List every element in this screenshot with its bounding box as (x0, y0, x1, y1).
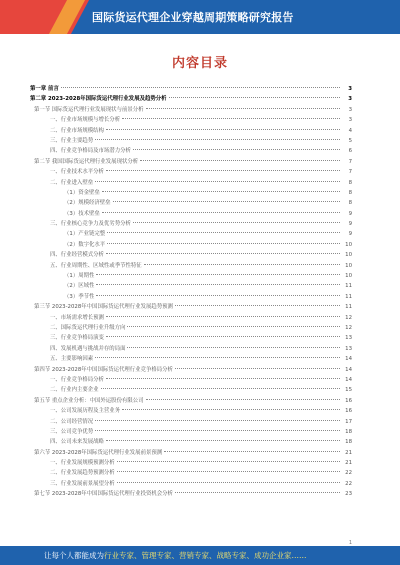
toc-leader-dots (95, 139, 340, 140)
toc-leader-dots (61, 87, 340, 88)
toc-entry[interactable] (30, 250, 352, 260)
toc-entry[interactable] (30, 333, 352, 343)
toc-entry[interactable] (30, 365, 352, 375)
toc-entry-page: 3 (348, 96, 352, 103)
toc-leader-dots (102, 212, 340, 213)
toc-leader-dots (127, 326, 340, 327)
toc-entry[interactable] (30, 406, 352, 416)
toc-entry-page: 3 (348, 86, 352, 92)
toc-entry-text: 一、市场需求增长预测 (50, 314, 104, 321)
toc-entry-page: 13 (345, 345, 352, 352)
toc-entry-page: 13 (345, 335, 352, 342)
toc-entry[interactable] (30, 105, 352, 115)
toc-entry-page: 7 (348, 169, 352, 176)
toc-entry[interactable] (30, 198, 352, 208)
toc-entry[interactable] (30, 157, 352, 167)
toc-entry[interactable] (30, 458, 352, 468)
toc-leader-dots (106, 170, 340, 171)
toc-entry-page: 10 (345, 273, 352, 280)
toc-entry-text: 三、行业发展前景展望分析 (50, 480, 115, 487)
toc-entry[interactable] (30, 292, 352, 302)
toc-entry-page: 18 (345, 439, 352, 446)
toc-entry[interactable] (30, 375, 352, 385)
toc-entry-page: 10 (345, 252, 352, 259)
toc-leader-dots (106, 253, 340, 254)
toc-entry-text: （3）季节性 (64, 293, 95, 300)
toc-entry-text: 第七节 2023-2028年中国国际货运代理行业投资机会分析 (34, 491, 173, 498)
toc-entry[interactable] (30, 167, 352, 177)
toc-entry-text: （2）数字化水平 (64, 241, 106, 248)
toc-leader-dots (146, 108, 340, 109)
toc-entry[interactable] (30, 479, 352, 489)
toc-entry[interactable] (30, 240, 352, 250)
toc-entry-text: 五、主要影响因素 (50, 356, 94, 363)
toc-entry-page: 14 (345, 366, 352, 373)
toc-entry[interactable] (30, 396, 352, 406)
toc-entry[interactable] (30, 178, 352, 188)
toc-leader-dots (117, 461, 340, 462)
toc-entry[interactable] (30, 146, 352, 156)
toc-entry[interactable] (30, 385, 352, 395)
toc-leader-dots (95, 357, 340, 358)
footer-slogan-accent: 行业专家、管理专家、营销专家、战略专家、成功企业家…… (104, 551, 307, 560)
toc-entry-page: 10 (345, 262, 352, 269)
toc-leader-dots (107, 243, 340, 244)
toc-entry-page: 11 (345, 293, 352, 300)
toc-entry-text: 一、行业竞争格局分析 (50, 376, 104, 383)
toc-entry[interactable] (30, 219, 352, 229)
toc-leader-dots (169, 97, 340, 98)
toc-entry-text: 第六节 2023-2028年国际货运代理行业发展前景预测 (34, 449, 163, 456)
toc-entry[interactable] (30, 344, 352, 354)
toc-entry-text: （3）技术壁垒 (64, 210, 100, 217)
toc-entry-text: 二、行业内主要企业 (50, 387, 99, 394)
toc-leader-dots (106, 336, 340, 337)
toc-entry-page: 16 (345, 397, 352, 404)
toc-entry-text: 四、行业经营模式分析 (50, 252, 104, 259)
toc-entry-page: 15 (345, 387, 352, 394)
page-number: 1 (348, 540, 352, 546)
toc-entry[interactable] (30, 489, 352, 499)
toc-entry[interactable] (30, 417, 352, 427)
toc-entry-page: 9 (348, 221, 352, 228)
toc-leader-dots (101, 388, 340, 389)
toc-entry-text: 第一节 国际货运代理行业发展现状与前景分析 (34, 106, 144, 113)
toc-entry-page: 8 (348, 179, 352, 186)
toc-entry[interactable] (30, 448, 352, 458)
toc-entry[interactable] (30, 209, 352, 219)
toc-leader-dots (106, 440, 340, 441)
toc-entry-page: 10 (345, 241, 352, 248)
toc-leader-dots (164, 451, 340, 452)
toc-leader-dots (96, 274, 340, 275)
toc-heading: 内容目录 (171, 56, 228, 71)
toc-entry-page: 11 (345, 283, 352, 290)
footer-bar (0, 546, 400, 565)
footer-slogan-lead: 让每个人都能成为 (44, 551, 104, 560)
toc-entry-text: 第二节 我国国际货运代理行业发展现状分析 (34, 158, 139, 165)
toc-leader-dots (122, 409, 340, 410)
toc-entry-text: 一、行业技术水平分析 (50, 169, 104, 176)
toc-leader-dots (96, 295, 340, 296)
toc-entry-text: 第五节 重点企业分析：中国外运股份有限公司 (34, 397, 144, 404)
toc-entry[interactable] (30, 188, 352, 198)
toc-entry[interactable] (30, 229, 352, 239)
toc-entry[interactable] (30, 261, 352, 271)
toc-leader-dots (140, 160, 340, 161)
toc-entry-text: 一、行业发展规模预测分析 (50, 460, 115, 467)
toc-entry[interactable] (30, 126, 352, 136)
toc-leader-dots (146, 399, 340, 400)
toc-leader-dots (175, 492, 340, 493)
toc-entry-text: 一、行业市场规模与增长分析 (50, 117, 121, 124)
toc-entry-text: 三、行业主要趋势 (50, 137, 94, 144)
toc-entry-page: 9 (348, 231, 352, 238)
footer-slogan (44, 550, 307, 561)
toc-entry[interactable] (30, 136, 352, 146)
toc-entry-page: 5 (348, 137, 352, 144)
toc-entry-text: （1）资金壁垒 (64, 189, 100, 196)
toc-leader-dots (95, 430, 340, 431)
toc-entry[interactable] (30, 468, 352, 478)
toc-entry[interactable] (30, 427, 352, 437)
toc-entry-text: 一、公司发展历程及主营业务 (50, 408, 121, 415)
toc-leader-dots (144, 264, 340, 265)
toc-leader-dots (122, 118, 340, 119)
toc-entry-text: 四、行业竞争格局及市场潜力分析 (50, 148, 131, 155)
toc-leader-dots (96, 284, 340, 285)
toc-leader-dots (113, 201, 340, 202)
toc-entry-page: 12 (345, 324, 352, 331)
toc-entry-text: 四、发展机遇与挑战并存的局面 (50, 345, 126, 352)
toc-entry-page: 16 (345, 408, 352, 415)
toc-entry-text: 第二章 2023-2028年国际货运代理行业发展及趋势分析 (30, 96, 167, 103)
toc-entry[interactable] (30, 354, 352, 364)
toc-entry-page: 3 (348, 117, 352, 124)
toc-entry-text: （1）周期性 (64, 273, 95, 280)
toc-entry-text: 第四节 2023-2028年中国国际货运代理行业竞争格局分析 (34, 366, 173, 373)
toc-entry-text: 二、行业发展趋势预测分析 (50, 470, 115, 477)
toc-entry-page: 17 (345, 418, 352, 425)
toc-entry-page: 14 (345, 356, 352, 363)
toc-leader-dots (175, 368, 340, 369)
toc-entry-text: （2）规模经济壁垒 (64, 200, 111, 207)
toc-entry-text: 三、行业竞争格局演变 (50, 335, 104, 342)
toc-entry-page: 18 (345, 428, 352, 435)
toc-entry[interactable] (30, 271, 352, 281)
toc-entry-page: 3 (348, 106, 352, 113)
toc-entry-text: 第三节 2023-2028年中国国际货运代理行业发展趋势预测 (34, 304, 173, 311)
toc-entry-page: 23 (345, 491, 352, 498)
report-title: 国际货运代理企业穿越周期策略研究报告 (92, 11, 294, 24)
toc-entry-text: 三、公司竞争优势 (50, 428, 94, 435)
toc-entry-text: 三、行业核心竞争力及优劣势分析 (50, 221, 131, 228)
toc-entry-text: （2）区域性 (64, 283, 95, 290)
toc-entry-text: 四、公司未来发展战略 (50, 439, 104, 446)
toc-leader-dots (117, 471, 340, 472)
toc-entry-page: 12 (345, 314, 352, 321)
toc-leader-dots (117, 482, 340, 483)
toc-leader-dots (175, 305, 340, 306)
toc-leader-dots (106, 129, 340, 130)
toc-leader-dots (95, 181, 340, 182)
toc-entry[interactable] (30, 84, 352, 94)
toc-entry[interactable] (30, 94, 352, 104)
toc-entry-page: 21 (345, 449, 352, 456)
toc-entry-page: 9 (348, 210, 352, 217)
toc-entry-page: 21 (345, 460, 352, 467)
toc-leader-dots (102, 191, 340, 192)
toc-entry-page: 11 (345, 304, 352, 311)
table-of-contents (30, 84, 352, 500)
toc-entry-text: 二、国际货运代理行业升级方向 (50, 324, 126, 331)
toc-entry-text: 五、行业周期性、区域性或季节性特征 (50, 262, 142, 269)
toc-leader-dots (133, 149, 340, 150)
toc-leader-dots (107, 232, 340, 233)
toc-entry-page: 8 (348, 200, 352, 207)
toc-entry[interactable] (30, 115, 352, 125)
toc-entry[interactable] (30, 323, 352, 333)
toc-entry-page: 4 (348, 127, 352, 134)
toc-leader-dots (127, 347, 340, 348)
toc-entry-page: 8 (348, 189, 352, 196)
header-bar (0, 0, 400, 34)
toc-leader-dots (106, 316, 340, 317)
toc-entry-text: （1）产业链完整 (64, 231, 106, 238)
toc-entry-page: 7 (348, 158, 352, 165)
toc-entry[interactable] (30, 281, 352, 291)
toc-entry-text: 二、行业进入壁垒 (50, 179, 94, 186)
toc-entry[interactable] (30, 302, 352, 312)
toc-leader-dots (106, 378, 340, 379)
toc-entry[interactable] (30, 313, 352, 323)
toc-leader-dots (95, 420, 340, 421)
toc-entry[interactable] (30, 437, 352, 447)
toc-entry-text: 第一章 前言 (30, 86, 59, 92)
toc-leader-dots (133, 222, 340, 223)
toc-entry-page: 22 (345, 480, 352, 487)
toc-entry-text: 二、行业市场规模结构 (50, 127, 104, 134)
toc-entry-page: 14 (345, 376, 352, 383)
toc-entry-page: 22 (345, 470, 352, 477)
toc-entry-page: 6 (348, 148, 352, 155)
toc-entry-text: 二、公司经营情况 (50, 418, 94, 425)
